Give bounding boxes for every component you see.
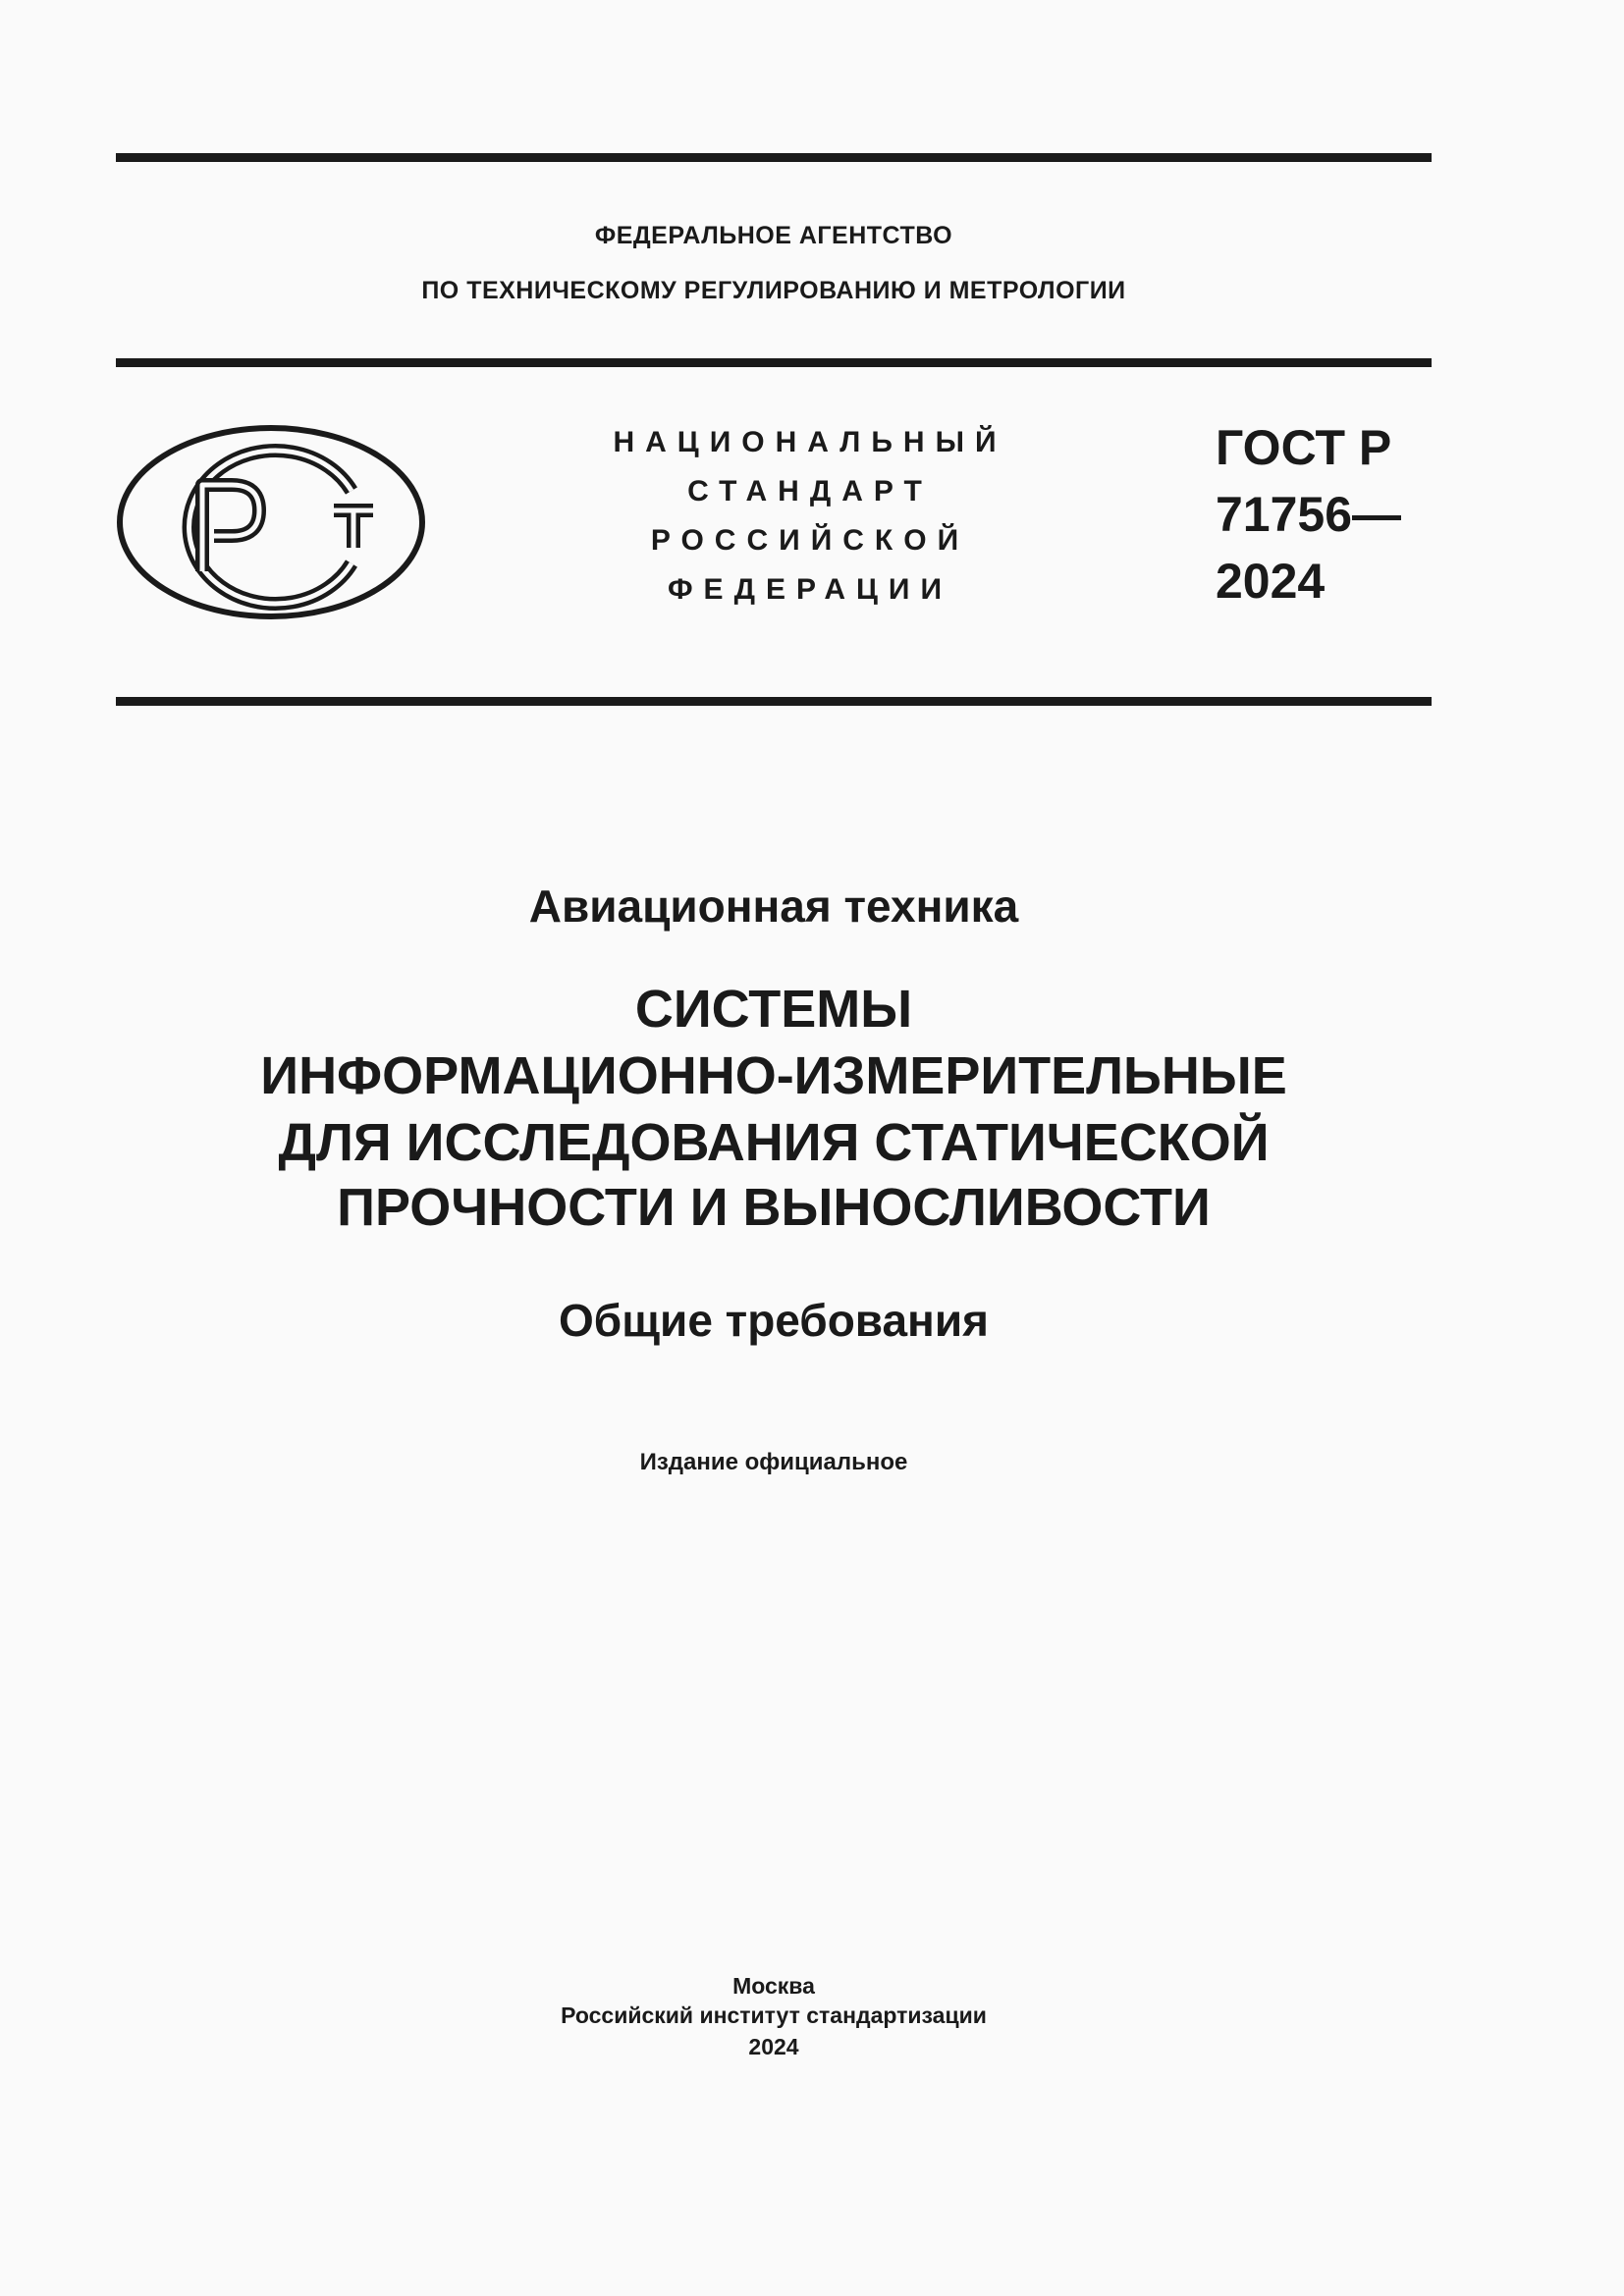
standard-type-line2: СТАНДАРТ (687, 475, 933, 507)
title-line4: ПРОЧНОСТИ И ВЫНОСЛИВОСТИ (337, 1178, 1211, 1237)
standard-type-line3: РОССИЙСКОЙ (650, 524, 970, 557)
edition-label: Издание официальное (639, 1449, 908, 1475)
title-line3: ДЛЯ ИССЛЕДОВАНИЯ СТАТИЧЕСКОЙ (278, 1113, 1270, 1172)
top-rule (116, 153, 1432, 162)
header-bottom-rule (116, 697, 1432, 706)
header-rule (116, 358, 1432, 367)
title-line1: СИСТЕМЫ (634, 980, 913, 1039)
standard-type-line1: НАЦИОНАЛЬНЫЙ (613, 426, 1007, 458)
imprint-publisher: Российский институт стандартизации (561, 2002, 987, 2028)
rst-logo-icon (116, 424, 426, 620)
designation-line3: 2024 (1216, 554, 1326, 609)
title-line2: ИНФОРМАЦИОННО-ИЗМЕРИТЕЛЬНЫЕ (260, 1046, 1287, 1105)
agency-name-line1: ФЕДЕРАЛЬНОЕ АГЕНТСТВО (594, 222, 953, 249)
agency-name-line2: ПО ТЕХНИЧЕСКОМУ РЕГУЛИРОВАНИЮ И МЕТРОЛОГИИ (421, 277, 1126, 304)
imprint-city: Москва (732, 1973, 815, 1999)
designation-line2: 71756— (1216, 487, 1402, 542)
standard-type-line4: ФЕДЕРАЦИИ (667, 573, 953, 606)
imprint-year: 2024 (748, 2034, 799, 2059)
designation-line1: ГОСТ Р (1216, 420, 1392, 475)
subject-heading: Авиационная техника (528, 881, 1019, 932)
subtitle: Общие требования (559, 1295, 989, 1346)
